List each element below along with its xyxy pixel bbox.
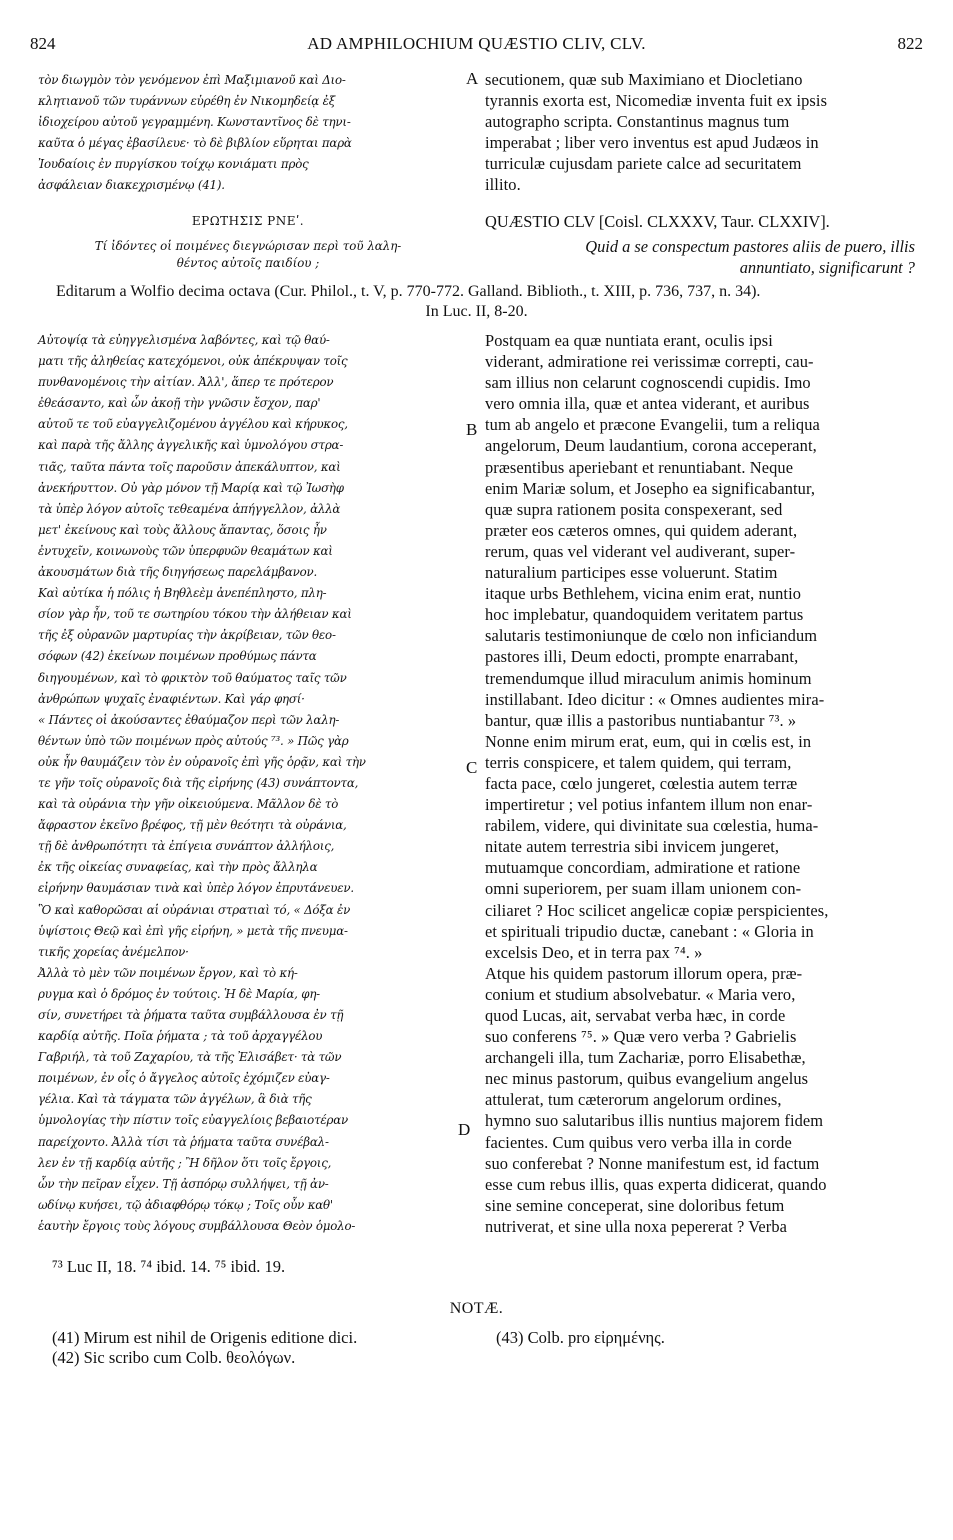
greek-line: οὐκ ἦν θαυμάζειν τὸν ἐν οὐρανοῖς ἐπὶ γῆς ὁρᾷν, καὶ τὴν <box>38 754 366 769</box>
greek-line: γέλια. Καὶ τὰ τάγματα τῶν ἀγγέλων, ἃ διὰ τῆς <box>38 1092 312 1107</box>
greek-line: ἐκ τῆς οἰκείας συναφείας, καὶ τὴν πρὸς ἄλληλα <box>38 860 318 875</box>
greek-line: τιᾶς, ταῦτα πάντα τοῖς παροῦσιν ἀπεκάλυπτον, καὶ <box>38 459 341 474</box>
greek-line: Ὃ καὶ καθορῶσαι αἱ οὐράνιαι στρατιαὶ τό, « Δόξα ἐν <box>38 902 351 917</box>
header-title: AD AMPHILOCHIUM QUÆSTIO CLIV, CLV. <box>307 34 646 53</box>
running-header <box>30 34 923 56</box>
latin-line: suo conferebat ? Nonne manifestum est, id factum <box>485 1153 820 1173</box>
latin-line: tremendumque illud miraculum animis hominum <box>485 668 812 688</box>
greek-line: ἰδιοχείρου αὐτοῦ γεγραμμένη. Κωνσταντῖνος δὲ τηνι- <box>38 115 351 130</box>
latin-line: nitate autem terrestria sibi invicem jungeret, <box>485 837 780 857</box>
greek-line: Ἀλλὰ τὸ μὲν τῶν ποιμένων ἔργον, καὶ τὸ κή- <box>38 965 298 980</box>
greek-line: διηγουμένων, καὶ τὸ φρικτὸν τοῦ θαύματος ταῖς τῶν <box>38 670 347 685</box>
latin-line: bantur, quæ illis a pastoribus nuntiabantur ⁷³. » <box>485 710 797 730</box>
greek-line: ἑαυτὴν ἔργοις τοὺς λόγους συμβάλλουσα Θεὸν ὁμολο- <box>38 1218 356 1233</box>
greek-question-line: Τί ἰδόντες οἱ ποιμένες διεγνώρισαν περὶ τοῦ λαλη- <box>94 239 402 253</box>
latin-line: Atque his quidem pastorum illorum opera, præ- <box>485 963 803 983</box>
latin-line: rabilem, videre, qui divinitate sua cœlestia, huma- <box>485 816 819 836</box>
latin-line: tyrannis exorta est, Nicomediæ inventa fuit ex ipsis <box>485 91 828 111</box>
margin-marker-b: B <box>466 420 478 439</box>
latin-line: et spirituali tripudio ductæ, canebant : « Gloria in <box>485 921 814 941</box>
greek-line: ὑψίστοις Θεῷ καὶ ἐπὶ γῆς εἰρήνη, » μετὰ τῆς πνευμα- <box>38 923 348 938</box>
latin-line: terris conspicere, et talem quidem, qui terram, <box>485 752 792 772</box>
greek-question <box>38 238 458 272</box>
greek-line: εἰρήνην θαυμάσιαν τινὰ καὶ ὑπὲρ λόγον ἐπρυτάνευεν. <box>38 881 354 896</box>
latin-line: tum ab angelo et præcone Evangelii, tum a reliqua <box>485 415 820 435</box>
greek-line: ρυγμα καὶ ὁ δρόμος ἐν τούτοις. Ἡ δὲ Μαρία, φη- <box>38 986 320 1001</box>
greek-body <box>38 330 366 1237</box>
latin-line: attulerat, tum cæterorum angelorum ordines, <box>485 1090 782 1110</box>
latin-question-title: QUÆSTIO CLV [Coisl. CLXXXV, Taur. CLXXIV]. <box>485 212 830 231</box>
latin-line: omni superiorem, per suam illam unionem con- <box>485 879 802 899</box>
greek-line: αὐτοῦ τε τοῦ εὐαγγελιζομένου ἀγγέλου καὶ κήρυκος, <box>38 417 348 432</box>
greek-line: ωδίνῳ κυήσει, τῷ ἀδιαφθόρῳ τόκῳ ; Τοῖς οὖν καθ' <box>38 1197 333 1212</box>
greek-line: ὧν τὴν πεῖραν εἶχεν. Τῇ ἀσπόρῳ συλλήψει, τῇ ἀν- <box>38 1176 329 1191</box>
latin-line: enim Mariæ solum, et Josepho ea significabantur, <box>485 478 816 498</box>
note-43: (43) Colb. pro εἰρημένης. <box>496 1328 665 1347</box>
latin-line: archangeli illa, tum Zachariæ, porro Elisabethæ, <box>485 1048 806 1068</box>
greek-line: σόφων (42) ἐκείνων ποιμένων προθύμως πάντα <box>38 649 317 664</box>
latin-line: nec minus pastorum, quibus evangelium angelus <box>485 1069 809 1089</box>
greek-line: ἄφραστον ἐκεῖνο βρέφος, τῇ μὲν θεότητι τὰ οὐράνια, <box>38 818 347 833</box>
greek-line: τῇ δὲ ἀνθρωπότητι τὰ ἐπίγεια συνάπτον ἀλλήλοις, <box>38 839 335 854</box>
latin-line: hymno suo salutaribus illis nuntius majorem fidem <box>485 1111 824 1131</box>
latin-line: imperabat ; liber vero inventus est apud Judæos in <box>485 133 819 153</box>
greek-line: ὑμνολογίας τὴν πίστιν τοῖς εὐαγγελίοις βεβαιοτέραν <box>38 1113 349 1128</box>
greek-line: ἀκουσμάτων διὰ τῆς διηγήσεως παρελάμβανον. <box>38 565 318 580</box>
greek-line: Καὶ αὐτίκα ἡ πόλις ἡ Βηθλεὲμ ἀνεπέπληστο, πλη- <box>38 586 327 601</box>
greek-line: πυνθανομένοις τὴν αἰτίαν. Ἀλλ', ἅπερ τε πρότερον <box>38 375 334 390</box>
margin-marker-c: C <box>466 758 478 777</box>
latin-line: impertiretur ; vel potius infantem illum non enar- <box>485 795 813 815</box>
latin-line: vero omnia illa, quæ et antea viderant, et auribus <box>485 394 810 414</box>
greek-line: τε γῆν τοῖς οὐρανοῖς διὰ τῆς εἰρήνης (43) συνάπτοντα, <box>38 775 359 790</box>
top-latin-text <box>485 69 827 196</box>
latin-line: turriculæ cujusdam pariete calce ad securitatem <box>485 154 802 174</box>
latin-line: hoc implebatur, quandoquidem veritatem partus <box>485 605 804 625</box>
latin-line: facientes. Cum quibus vero verba illa in corde <box>485 1132 792 1152</box>
greek-line: Ἰουδαίοις ἐν πυργίσκου τοίχῳ κονιάματι πρὸς <box>38 157 309 172</box>
latin-line: præter eos cæteros omnes, qui quidem aderant, <box>485 520 798 540</box>
greek-line: παρείχοντο. Ἀλλὰ τίσι τὰ ῥήματα ταῦτα συνέβαλ- <box>38 1134 329 1149</box>
latin-line: pastores illi, Deum edocti, prompte enarrabant, <box>485 647 799 667</box>
latin-line: sine semine conceperat, sine doloribus fetum <box>485 1195 785 1215</box>
greek-line: κλητιανοῦ τῶν τυράννων εὑρέθη ἐν Νικομηδείᾳ ἐξ <box>38 94 336 109</box>
greek-line: σίον γὰρ ἦν, τοῦ τε σωτηρίου τόκου τὴν ἀλήθειαν καὶ <box>38 607 352 622</box>
greek-line: ἀνθρώπων ψυχαῖς ἐναφιέντων. Καὶ γάρ φησί· <box>38 691 305 706</box>
latin-line: excelsis Deo, et in terra pax ⁷⁴. » <box>485 942 703 962</box>
editorial-note: Editarum a Wolfio decima octava (Cur. Philol., t. V, p. 770-772. Galland. Biblioth., t. XIII, p. 736, 737, n. 34). <box>56 283 761 300</box>
greek-line: ἐντυχεῖν, κοινωνοὺς τῶν ὑπερφυῶν θεαμάτων καὶ <box>38 543 333 558</box>
greek-line: ποιμένων, ἐν οἷς ὁ ἄγγελος αὐτοῖς ἐχόμιζεν εὐαγ- <box>38 1071 330 1086</box>
latin-line: quæ supra rationem posita conspexerant, sed <box>485 499 783 519</box>
greek-line: καὶ τὰ οὐράνια τὴν γῆν οἰκειούμενα. Μᾶλλον δὲ τὸ <box>38 797 339 812</box>
latin-line: naturalium participes esse voluerunt. Statim <box>485 563 778 583</box>
latin-line: instillabant. Ideo dicitur : « Omnes audientes mira- <box>485 689 825 709</box>
left-page-number: 824 <box>30 34 56 53</box>
latin-line: mutuamque concordiam, admiratione et ratione <box>485 858 801 878</box>
latin-line: illito. <box>485 175 521 195</box>
greek-line: καρδίᾳ αὐτῆς. Ποῖα ῥήματα ; τὰ τοῦ ἀρχαγγέλου <box>38 1029 323 1044</box>
greek-line: μετ' ἐκείνους καὶ τοὺς ἄλλους ἅπαντας, ὅσοις ἦν <box>38 522 327 537</box>
latin-line: facta pace, cœlo jungeret, cœlestia autem terræ <box>485 773 798 793</box>
scripture-reference: In Luc. II, 8-20. <box>425 303 528 320</box>
latin-line: conium et studium absolvebatur. « Maria vero, <box>485 984 796 1004</box>
latin-body <box>485 330 828 1237</box>
right-page-number: 822 <box>897 34 923 53</box>
latin-line: angelorum, Deum laudantium, corona acceperant, <box>485 436 817 456</box>
latin-line: quod Lucas, ait, servabat verba hæc, in corde <box>485 1006 786 1025</box>
note-41: (41) Mirum est nihil de Origenis editione dici. <box>52 1328 358 1347</box>
latin-question <box>485 236 915 278</box>
margin-marker-a: A <box>466 69 479 88</box>
greek-line: ἐθεάσαντο, καὶ ὧν ἀκοῇ τὴν γνῶσιν ἔσχον, παρ' <box>38 396 321 411</box>
latin-line: præsentibus aperiebant et renuntiabant. Neque <box>485 457 794 477</box>
greek-line: « Πάντες οἱ ἀκούσαντες ἐθαύμαζον περὶ τῶν λαλη- <box>38 712 340 727</box>
latin-line: Nonne enim mirum erat, eum, qui in cœlis est, in <box>485 731 812 751</box>
greek-line: λεν ἐν τῇ καρδίᾳ αὐτῆς ; Ἢ δῆλον ὅτι τοῖς ἔργοις, <box>38 1155 332 1170</box>
latin-line: ciliaret ? Hoc scilicet angelicæ copiæ perspicientes, <box>485 900 829 920</box>
greek-line: ἀσφάλειαν διακεχρισμένῳ (41). <box>38 178 225 193</box>
latin-line: nutriverat, et sine ulla noxa pepererat ? Verba <box>485 1216 788 1236</box>
latin-question-line: Quid a se conspectum pastores aliis de puero, illis <box>585 237 915 256</box>
margin-marker-d: D <box>458 1120 471 1139</box>
greek-line: καῦτα ὁ μέγας ἐβασίλευε· τὸ δὲ βιβλίον εὕρηται παρὰ <box>38 136 352 151</box>
latin-line: suo conferens ⁷⁵. » Quæ vero verba ? Gabrielis <box>485 1027 797 1047</box>
greek-line: θέντων ὑπὸ τῶν ποιμένων πρὸς αὐτούς ⁷³. » Πῶς γὰρ <box>38 733 349 748</box>
latin-line: esse cum rebus illis, quas experta didicerat, quando <box>485 1174 827 1194</box>
greek-line: τῆς ἐξ οὐρανῶν μαρτυρίας τὴν ἀκρίβειαν, τῶν θεο- <box>38 628 336 643</box>
latin-line: viderant, admiratione rei verissimæ correpti, cau- <box>485 352 814 372</box>
latin-line: sam illius non celarunt cognoscendi cupidis. Imo <box>485 373 811 393</box>
latin-line: autographo scripta. Constantinus magnus tum <box>485 112 790 132</box>
greek-line: σίν, συνετήρει τὰ ῥήματα ταῦτα συμβάλλουσα ἐν τῇ <box>38 1008 344 1022</box>
note-42: (42) Sic scribo cum Colb. θεολόγων. <box>52 1348 296 1367</box>
footnote-references: ⁷³ Luc II, 18. ⁷⁴ ibid. 14. ⁷⁵ ibid. 19. <box>52 1257 286 1276</box>
greek-line: ἀνεκήρυττον. Οὐ γὰρ μόνον τῇ Μαρίᾳ καὶ τῷ Ἰωσὴφ <box>38 480 344 495</box>
greek-line: Γαβριήλ, τὰ τοῦ Ζαχαρίου, τὰ τῆς Ἐλισάβετ· τὰ τῶν <box>38 1050 342 1065</box>
latin-line: salutaris testimoniunque de cœlo non inficiandum <box>485 626 818 646</box>
latin-line: rerum, quas vel viderant vel audiverant, super- <box>485 541 796 561</box>
latin-line: itaque urbs Bethlehem, vicina enim erat, nuntio <box>485 584 802 604</box>
notes-heading: NOTÆ. <box>449 1300 504 1317</box>
greek-question-title: ΕΡΩΤΗΣΙΣ ΡΝΕʹ. <box>191 214 305 228</box>
greek-question-line: θέντος αὐτοῖς παιδίου ; <box>176 256 320 270</box>
top-greek-text <box>38 70 352 197</box>
greek-line: καὶ παρὰ τῆς ἄλλης ἀγγελικῆς καὶ ὑμνολόγου στρα- <box>38 438 344 453</box>
greek-line: ματι τῆς ἀληθείας κατεχόμενοι, οὐκ ἀπέκρυψαν τοῖς <box>38 354 348 369</box>
greek-line: Αὐτοψίᾳ τὰ εὐηγγελισμένα λαβόντες, καὶ τῷ θαύ- <box>38 333 330 347</box>
greek-line: τικῆς χορείας ἀνέμελπον· <box>38 944 189 959</box>
greek-line: τὰ ὑπὲρ λόγον αὐτοῖς τεθεαμένα ἀπήγγελλον, ἀλλὰ <box>38 501 341 516</box>
latin-question-line: annuntiato, significarunt ? <box>739 258 915 277</box>
greek-line: τὸν διωγμὸν τὸν γενόμενον ἐπὶ Μαξιμιανοῦ καὶ Διο- <box>38 73 346 87</box>
latin-line: Postquam ea quæ nuntiata erant, oculis ipsi <box>485 331 773 350</box>
latin-line: secutionem, quæ sub Maximiano et Diocletiano <box>485 70 803 89</box>
